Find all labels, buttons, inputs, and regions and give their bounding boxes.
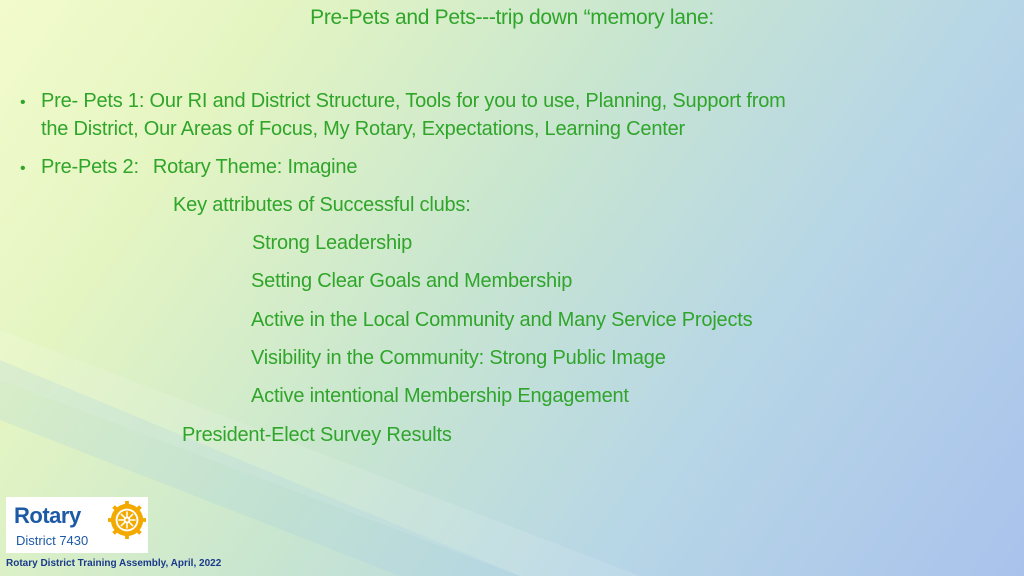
- bullet-dot: •: [20, 160, 26, 177]
- survey-results-line: President-Elect Survey Results: [182, 424, 452, 446]
- rotary-wheel-icon: [108, 501, 146, 539]
- key-attribute-item: Active intentional Membership Engagement: [251, 385, 629, 407]
- bullet-pre-pets-2: [41, 156, 357, 179]
- key-attribute-item: Setting Clear Goals and Membership: [251, 270, 573, 292]
- key-attributes-heading: Key attributes of Successful clubs:: [173, 194, 471, 216]
- bullet-dot: •: [20, 94, 26, 111]
- logo-wordmark: Rotary: [14, 503, 81, 528]
- bullet-pre-pets-2-label: Pre-Pets 2:: [41, 156, 139, 178]
- logo-district-label: District 7430: [16, 533, 89, 548]
- key-attribute-item: Active in the Local Community and Many Service Projects: [251, 309, 753, 331]
- slide-title: Pre-Pets and Pets---trip down “memory lane:: [310, 6, 714, 29]
- key-attribute-item: Visibility in the Community: Strong Public Image: [251, 347, 666, 369]
- footer-text: Rotary District Training Assembly, April, 2022: [6, 558, 222, 569]
- rotary-district-logo: [6, 497, 148, 553]
- bullet-pre-pets-1-line-2: the District, Our Areas of Focus, My Rotary, Expectations, Learning Center: [41, 118, 685, 140]
- bullet-pre-pets-2-text: Rotary Theme: Imagine: [152, 156, 358, 178]
- bullet-pre-pets-1-line-1: Pre- Pets 1: Our RI and District Structure, Tools for you to use, Planning, Support from: [41, 90, 786, 112]
- key-attribute-item: Strong Leadership: [252, 232, 413, 254]
